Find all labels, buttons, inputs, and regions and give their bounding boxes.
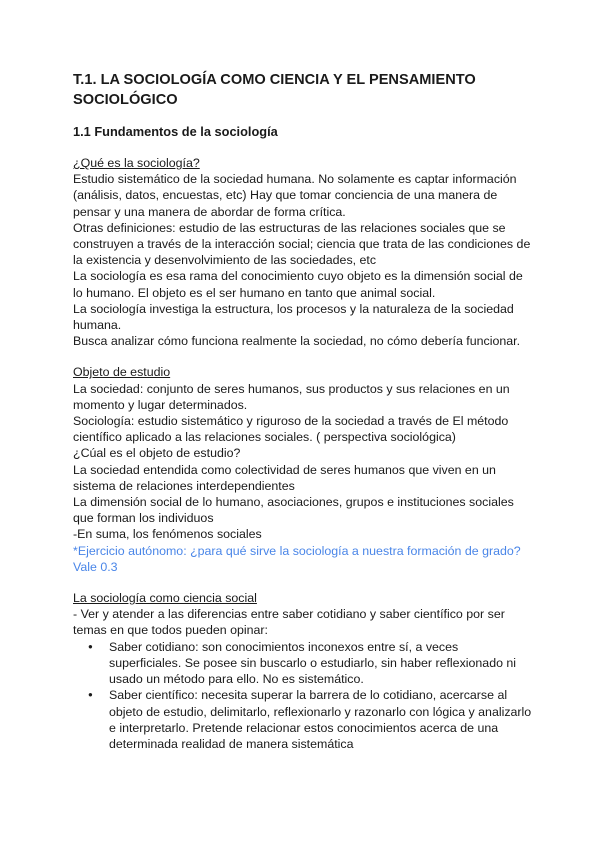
document-page bbox=[73, 70, 533, 752]
section-heading-que-es: ¿Qué es la sociología? bbox=[73, 156, 200, 170]
paragraph: Sociología: estudio sistemático y riguroso de la sociedad a través de El método científico aplicado a las relaciones sociales. ( perspectiva sociológica) bbox=[73, 414, 509, 445]
section-ciencia-social bbox=[73, 590, 533, 752]
paragraph: - Ver y atender a las diferencias entre saber cotidiano y saber científico por ser temas en que todos pueden opinar: bbox=[73, 607, 505, 638]
paragraph: ¿Cúal es el objeto de estudio? bbox=[73, 446, 241, 461]
section-subtitle: 1.1 Fundamentos de la sociología bbox=[73, 124, 278, 139]
section-heading-objeto: Objeto de estudio bbox=[73, 365, 171, 380]
paragraph: Busca analizar cómo funciona realmente la sociedad, no cómo debería funcionar. bbox=[73, 334, 521, 349]
paragraph: La sociología investiga la estructura, los procesos y la naturaleza de la sociedad humana. bbox=[73, 301, 514, 333]
paragraph: Estudio sistemático de la sociedad humana. No solamente es captar información (análisis, datos, encuestas, etc) Hay que tomar conciencia de una manera de pensar y una manera de abordar de forma crítica. bbox=[73, 172, 517, 219]
section-objeto bbox=[73, 364, 533, 575]
section-heading-ciencia-social: La sociología como ciencia social bbox=[73, 591, 257, 606]
paragraph: La dimensión social de lo humano, asociaciones, grupos e instituciones sociales que forman los individuos bbox=[73, 495, 514, 526]
document-title: T.1. LA SOCIOLOGÍA COMO CIENCIA Y EL PENSAMIENTO SOCIOLÓGICO bbox=[73, 72, 476, 108]
bullet-list bbox=[73, 639, 533, 752]
bullet-item: ● Saber científico: necesita superar la barrera de lo cotidiano, acercarse al objeto de estudio, delimitarlo, reflexionarlo y razonarlo con lógica y analizarlo e interpretarlo. Pretende relacionar estos conocimientos acerca de una determinada realidad de manera sistemática bbox=[73, 687, 533, 752]
paragraph: La sociedad entendida como colectividad de seres humanos que viven en un sistema de relaciones interdependientes bbox=[73, 462, 496, 493]
paragraph: Otras definiciones: estudio de las estructuras de las relaciones sociales que se construyen a través de la interacción social; ciencia que trata de las condiciones de la existencia y desenvolvimiento de las sociedades, etc bbox=[73, 220, 531, 268]
bullet-item: ● Saber cotidiano: son conocimientos inconexos entre sí, a veces superficiales. Se posee sin buscarlo o estudiarlo, sin haber reflexionado ni usado un método para ello. No es sistemático. bbox=[73, 639, 533, 688]
section-que-es bbox=[73, 155, 533, 349]
paragraph: -En suma, los fenómenos sociales bbox=[73, 527, 262, 542]
paragraph: La sociología es esa rama del conocimiento cuyo objeto es la dimensión social de lo humano. El objeto es el ser humano en tanto que animal social. bbox=[73, 269, 523, 300]
exercise-note: *Ejercicio autónomo: ¿para qué sirve la sociología a nuestra formación de grado? Vale 0.3 bbox=[73, 543, 521, 574]
paragraph: La sociedad: conjunto de seres humanos, sus productos y sus relaciones en un momento y lugar determinados. bbox=[73, 381, 510, 412]
